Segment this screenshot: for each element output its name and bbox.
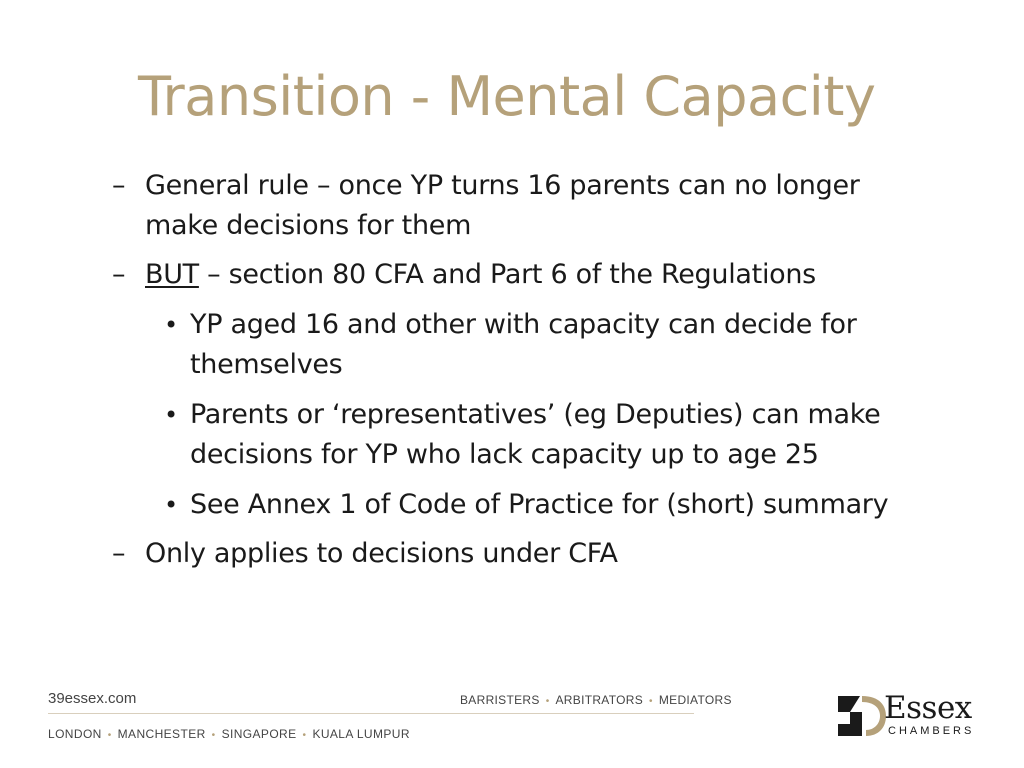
city-kuala-lumpur: KUALA LUMPUR: [312, 727, 410, 741]
role-barristers: BARRISTERS: [460, 693, 540, 707]
bullet-marker: •: [164, 401, 179, 429]
separator-dot: •: [302, 730, 307, 741]
city-singapore: SINGAPORE: [221, 727, 297, 741]
dash-marker: –: [112, 538, 126, 569]
sub-bullet-text: YP aged 16 and other with capacity can decide for: [190, 309, 857, 340]
dash-marker: –: [112, 259, 126, 290]
separator-dot: •: [649, 696, 653, 707]
underlined-word: BUT: [145, 259, 199, 290]
logo-word: Essex: [884, 690, 972, 726]
bullet-marker: •: [164, 491, 179, 519]
cities-line: [48, 727, 410, 741]
role-mediators: MEDIATORS: [658, 693, 732, 707]
sub-bullet-text: See Annex 1 of Code of Practice for (short) summary: [190, 489, 889, 520]
roles-line: [460, 693, 732, 707]
sub-bullet-text: Parents or ‘representatives’ (eg Deputies) can make: [190, 399, 881, 430]
website-link[interactable]: 39essex.com: [48, 690, 137, 707]
bullet-text: [145, 256, 816, 294]
essex-chambers-logo: [836, 690, 976, 742]
bullet-text: General rule – once YP turns 16 parents can no longer: [145, 170, 860, 201]
dash-marker: –: [112, 170, 126, 201]
separator-dot: •: [107, 730, 112, 741]
role-arbitrators: ARBITRATORS: [555, 693, 644, 707]
bullet-text: Only applies to decisions under CFA: [145, 538, 618, 569]
sub-bullet-text-continued: themselves: [190, 349, 343, 380]
city-london: LONDON: [48, 727, 102, 741]
bullet-text-continued: make decisions for them: [145, 210, 472, 241]
separator-dot: •: [211, 730, 216, 741]
city-manchester: MANCHESTER: [117, 727, 206, 741]
footer-divider: [48, 713, 694, 714]
bullet-text-rest: – section 80 CFA and Part 6 of the Regulations: [198, 259, 816, 290]
bullet-marker: •: [164, 311, 179, 339]
logo-mark-icon: [836, 690, 888, 742]
slide-title: Transition - Mental Capacity: [138, 65, 876, 128]
sub-bullet-text-continued: decisions for YP who lack capacity up to age 25: [190, 439, 819, 470]
logo-subtitle: CHAMBERS: [888, 725, 975, 737]
separator-dot: •: [545, 696, 550, 707]
